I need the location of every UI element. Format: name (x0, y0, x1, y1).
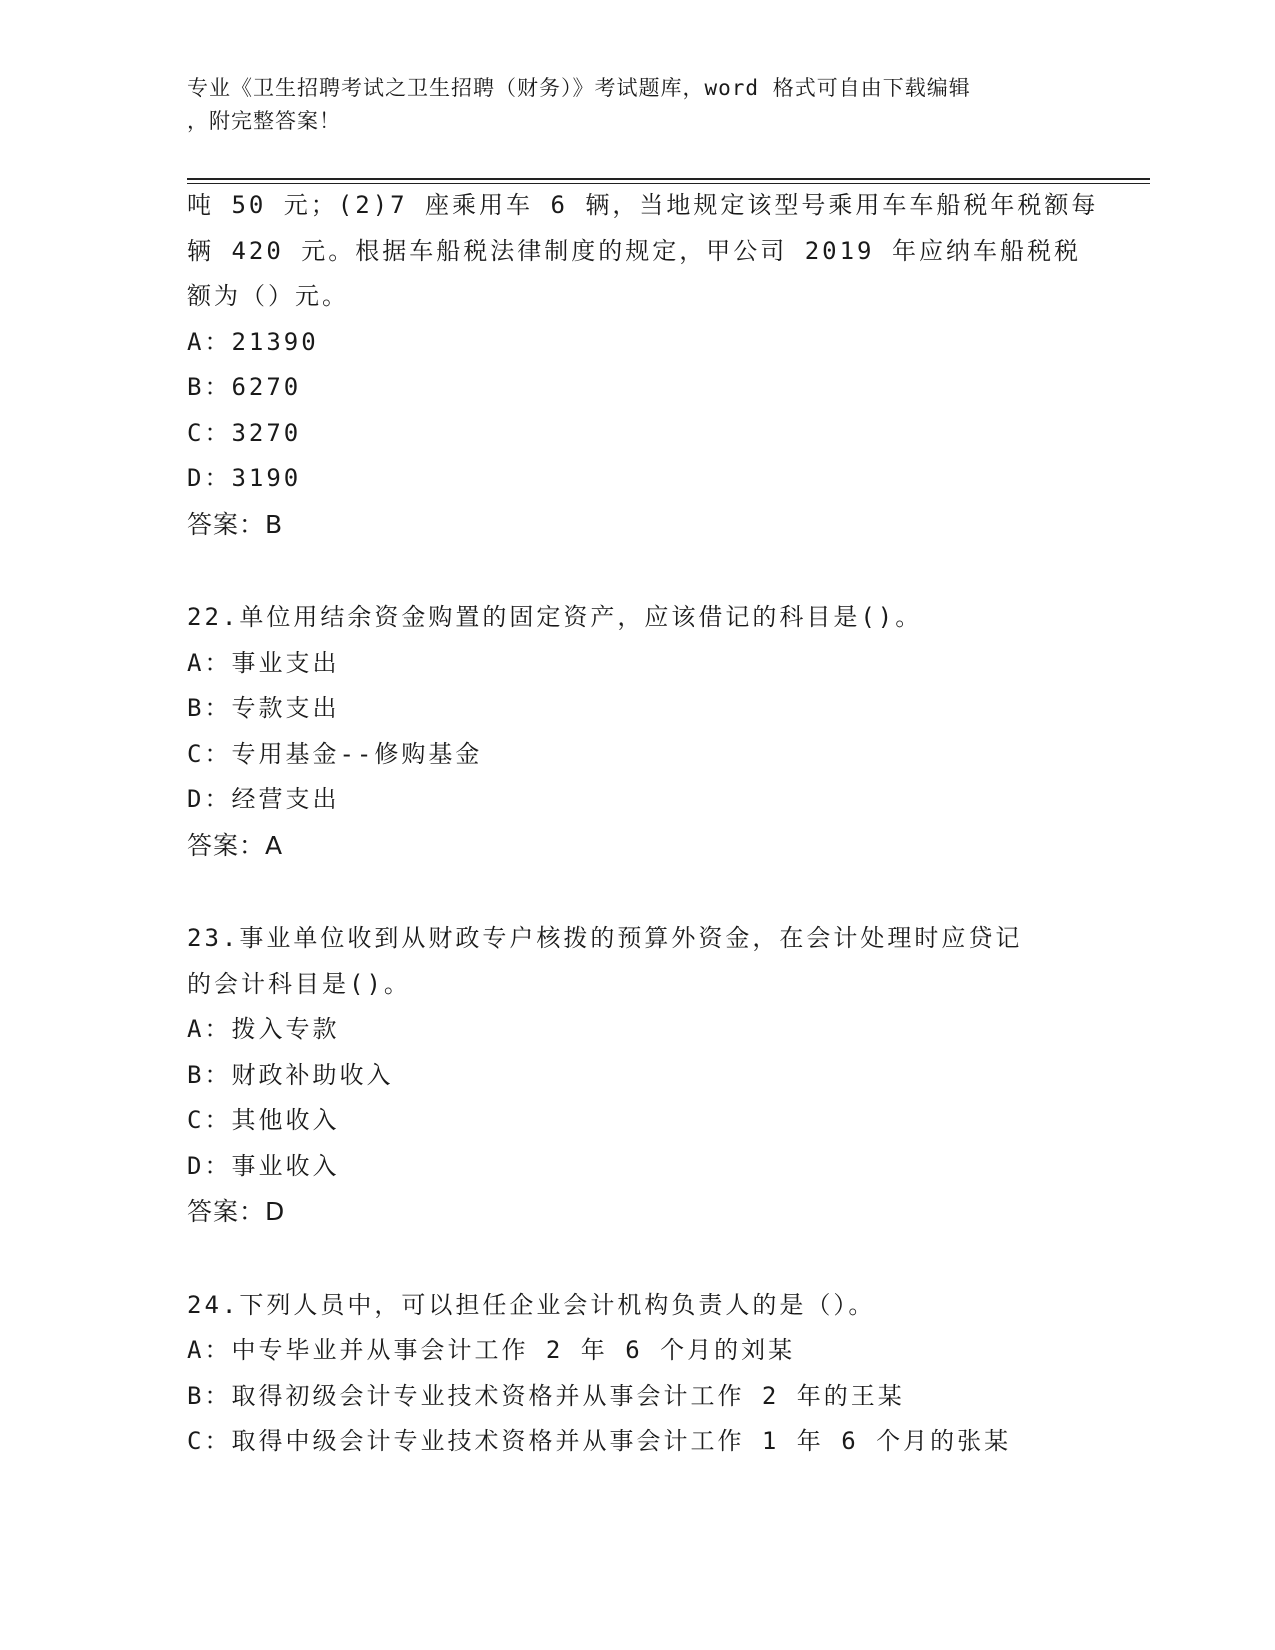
option-a: A：拨入专款 (187, 1015, 340, 1043)
option-c: C：取得中级会计专业技术资格并从事会计工作 1 年 6 个月的张某 (187, 1427, 1012, 1455)
answer-line: 答案：A (187, 830, 284, 860)
question-21 (187, 183, 1099, 547)
option-b: B：取得初级会计专业技术资格并从事会计工作 2 年的王某 (187, 1381, 905, 1410)
header-line-2: ，附完整答案！ (187, 109, 341, 133)
option-b: B：财政补助收入 (187, 1060, 394, 1089)
question-text-line: 24.下列人员中，可以担任企业会计机构负责人的是（）。 (187, 1290, 876, 1319)
question-text-line: 23.事业单位收到从财政专户核拨的预算外资金，在会计处理时应贷记 (187, 924, 1023, 952)
option-d: D：经营支出 (187, 785, 340, 813)
option-b: B：专款支出 (187, 694, 340, 722)
question-22 (187, 595, 1087, 868)
option-a: A：事业支出 (187, 648, 340, 677)
option-a: A：中专毕业并从事会计工作 2 年 6 个月的刘某 (187, 1336, 796, 1364)
question-24 (187, 1283, 1087, 1465)
option-c: C：3270 (187, 418, 302, 447)
answer-line: 答案：D (187, 1197, 286, 1226)
question-text-line: 22.单位用结余资金购置的固定资产，应该借记的科目是()。 (187, 603, 923, 631)
option-c: C：专用基金--修购基金 (187, 739, 483, 768)
question-list (187, 183, 1099, 1465)
question-text-line: 吨 50 元；(2)7 座乘用车 6 辆，当地规定该型号乘用车车船税年税额每 (187, 191, 1099, 219)
option-c: C：其他收入 (187, 1106, 340, 1134)
option-d: D：事业收入 (187, 1151, 340, 1180)
question-23 (187, 916, 1087, 1235)
question-text-line: 额为（）元。 (187, 282, 349, 310)
document-header (187, 72, 1067, 138)
question-text-line: 辆 420 元。根据车船税法律制度的规定，甲公司 2019 年应纳车船税税 (187, 236, 1081, 265)
question-text-line: 的会计科目是()。 (187, 969, 411, 998)
header-rule-thick (187, 178, 1150, 180)
option-d: D：3190 (187, 464, 302, 492)
header-line-1: 专业《卫生招聘考试之卫生招聘（财务）》考试题库，word 格式可自由下载编辑 (187, 76, 971, 100)
answer-line: 答案：B (187, 509, 284, 539)
option-b: B：6270 (187, 373, 302, 401)
option-a: A：21390 (187, 327, 319, 356)
